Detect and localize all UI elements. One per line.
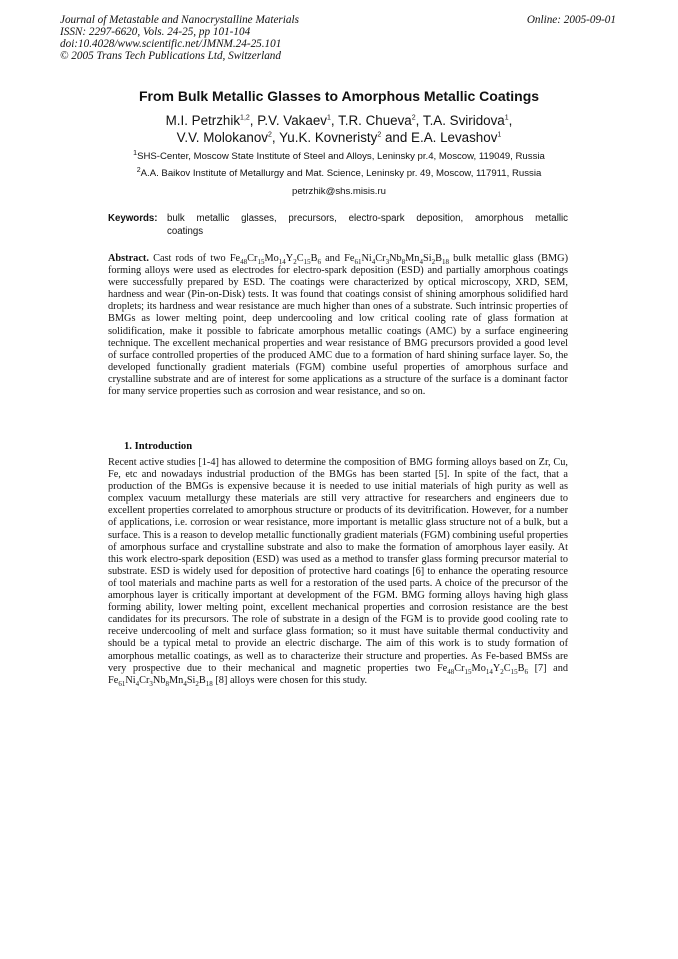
author-name: , Yu.K. Kovneristy — [271, 129, 378, 145]
formula-subscript: 14 — [485, 667, 493, 676]
formula-element: Ni — [361, 253, 372, 264]
formula-subscript: 48 — [240, 258, 248, 267]
formula-element: B — [517, 662, 525, 674]
section-heading-introduction: 1. Introduction — [124, 441, 193, 452]
abstract-text: bulk metallic glass (BMG) forming alloys were used as electrodes for electro-spark deposition (ESD) and partially amorphous coatings were successfully prepared by ESD. The coatings were characterized by optical microscopy, XRD, SEM, hardness and wear (Pin-on-Disk) tests. It was found that coatings consist of shining amorphous solidified hard droplets; its hardness and wear resistance are much higher than ones of a substrate. Such intrinsic properties of BMGs as lower melting point, deep undercooling and low critical cooling rate of glass formation at solidification, make it possible to fabricate amorphous metallic coatings (AMC) by a surface engineering technique. The excellent mechanical properties and wear resistance of BMG precursors provided a good level of surface controlled properties of the produced AMC due to a formation of hard shining surface layer. So, the developed functionally gradient materials (FGM) combine useful properties of amorphous surface and crystalline substrate and are of interest for some applications as a structure of the surface is a dominant factor for many service properties such as corrosion and wear resistance, and so on. — [108, 253, 569, 398]
formula-element: Si — [186, 674, 196, 686]
author-name: , T.R. Chueva — [330, 113, 412, 128]
formula-element: Y — [492, 662, 501, 674]
formula-subscript: 3 — [149, 679, 153, 688]
formula-element: Cr — [454, 662, 465, 674]
journal-issn: ISSN: 2297-6620, Vols. 24-25, pp 101-104 — [60, 26, 251, 38]
formula-element: Nb — [389, 253, 402, 264]
formula-subscript: 2 — [195, 679, 199, 688]
keywords-line-1: bulk metallic glasses, precursors, electro-spark deposition, amorphous metallic — [167, 213, 568, 224]
author-affil-mark: 1 — [504, 114, 509, 122]
author-affil-mark: 2 — [268, 131, 272, 139]
formula-element: Mn — [169, 674, 184, 686]
formula-element: Y — [285, 253, 294, 264]
affiliation-mark: 2 — [136, 166, 141, 174]
formula-subscript: 15 — [303, 258, 311, 267]
formula-subscript: 4 — [371, 258, 376, 267]
keywords-text — [167, 213, 568, 238]
author-affil-mark: 1,2 — [240, 114, 250, 122]
formula-element: Mo — [264, 253, 279, 264]
formula-element: Cr — [139, 674, 150, 686]
affiliation-text: A.A. Baikov Institute of Metallurgy and Mat. Science, Leninsky pr. 49, Moscow, 117911, Russia — [140, 168, 542, 179]
formula-element: C — [296, 253, 304, 264]
formula-subscript: 4 — [183, 679, 187, 688]
author-name: and E.A. Levashov — [381, 129, 498, 145]
formula-subscript: 15 — [510, 667, 518, 676]
formula-element: Mo — [471, 662, 486, 674]
journal-name: Journal of Metastable and Nanocrystalline Materials — [60, 14, 299, 26]
formula-subscript: 15 — [464, 667, 472, 676]
introduction-text: [8] alloys were chosen for this study. — [212, 674, 368, 686]
formula-element: Mn — [405, 253, 420, 264]
keywords-label: Keywords: — [108, 213, 158, 224]
author-affil-mark: 1 — [326, 114, 331, 122]
keywords-block — [108, 213, 568, 238]
keywords-line-2: coatings — [167, 225, 204, 237]
formula-subscript: 2 — [500, 667, 504, 676]
formula-element: Nb — [152, 674, 166, 686]
formula-subscript: 6 — [317, 258, 321, 267]
author-affil-mark: 2 — [411, 114, 416, 122]
journal-doi: doi:10.4028/www.scientific.net/JMNM.24-25.101 — [60, 38, 282, 50]
formula-element: B — [198, 674, 206, 686]
formula-subscript: 2 — [431, 258, 436, 267]
formula-subscript: 48 — [447, 667, 455, 676]
author-line-1 — [60, 113, 618, 130]
abstract-text: Cast rods of two Fe — [148, 253, 241, 264]
author-line-2 — [60, 130, 618, 147]
formula-subscript: 14 — [278, 258, 286, 267]
introduction-text: [7] and Fe — [108, 662, 568, 686]
formula-subscript: 2 — [293, 258, 297, 267]
formula-subscript: 61 — [118, 679, 126, 688]
formula-subscript: 4 — [419, 258, 423, 267]
abstract-text: and Fe — [320, 253, 355, 264]
author-list — [60, 113, 618, 146]
formula-subscript: 61 — [354, 258, 362, 267]
abstract-label: Abstract. — [108, 253, 149, 264]
introduction-body — [108, 457, 568, 687]
formula-element: Si — [422, 253, 432, 264]
author-email: petrzhik@shs.misis.ru — [292, 186, 386, 197]
author-name: , P.V. Vakaev — [249, 113, 327, 128]
online-date: Online: 2005-09-01 — [526, 14, 616, 26]
formula-element: C — [503, 662, 511, 674]
formula-element: B — [310, 253, 318, 264]
paper-title: From Bulk Metallic Glasses to Amorphous Metallic Coatings — [138, 88, 540, 104]
formula-subscript: 8 — [165, 679, 170, 688]
formula-element: Cr — [247, 253, 258, 264]
author-affil-mark: 1 — [497, 131, 502, 139]
author-name: V.V. Molokanov — [176, 129, 268, 145]
author-separator: , — [508, 113, 513, 128]
formula-subscript: 8 — [401, 258, 406, 267]
introduction-text: Recent active studies [1-4] has allowed to determine the composition of BMG forming alloys based on Zr, Cu, Fe, etc and nowadays industrial production of the BMGs has been started [5]. In spite of the fact, that a production of the BMGs is expensive because it is needed to use initial materials of high purity as well as complex vacuum metallurgy these materials are still very attractive for researchers and engineers due to excellent properties correlated to amorphous structure or products of its devitrification. However, for a number of applications, i.e. corrosion or wear resistance, more important is metallic glass structure not of a bulk, but a surface. This is a reason to develop metallic functionally gradient materials (FGM) combining useful properties of amorphous surface and crystalline substrate and also to make the formation of amorphous layer easily. At this work electro-spark deposition (ESD) was used as a method to transfer glass forming precursor material to substrate. ESD is widely used for deposition of protective hard coatings [6] to enhance the operating resource of tool materials and machine parts as well for a restoration of the used parts. A choice of the precursor of the amorphous layer is critically important at development of the FGM. BMG forming alloys having high glass forming ability, lower melting point, excellent mechanical properties and corrosion resistance are the best candidates for its precursors. The role of substrate in a design of the FGM is to provide good cooling rate to receive undercooling of melt and surface glass formation; so it must have suitable thermal conductivity and should be a typical metal to provide an electric discharge. The aim of this work is to study formation of amorphous metallic coatings, as well as to characterize their structure and properties. As Fe-based BMSs are very prospective due to their mechanical and magnetic properties two Fe — [108, 457, 568, 674]
formula-element: Ni — [125, 674, 136, 686]
formula-element: B — [435, 253, 442, 264]
formula-subscript: 15 — [257, 258, 265, 267]
affiliation-1 — [60, 151, 618, 162]
author-name: M.I. Petrzhik — [165, 113, 241, 128]
formula-subscript: 18 — [441, 258, 449, 267]
affiliation-mark: 1 — [133, 149, 138, 157]
formula-subscript: 6 — [524, 667, 529, 676]
formula-subscript: 18 — [205, 679, 213, 688]
affiliation-2 — [60, 168, 618, 179]
formula-subscript: 4 — [135, 679, 140, 688]
abstract — [108, 253, 568, 398]
affiliation-text: SHS-Center, Moscow State Institute of Steel and Alloys, Leninsky pr.4, Moscow, 119049, Russia — [137, 151, 545, 162]
formula-subscript: 3 — [385, 258, 390, 267]
formula-element: Cr — [375, 253, 386, 264]
author-name: , T.A. Sviridova — [415, 113, 505, 128]
journal-copyright: © 2005 Trans Tech Publications Ltd, Switzerland — [60, 50, 281, 62]
author-affil-mark: 2 — [377, 131, 382, 139]
